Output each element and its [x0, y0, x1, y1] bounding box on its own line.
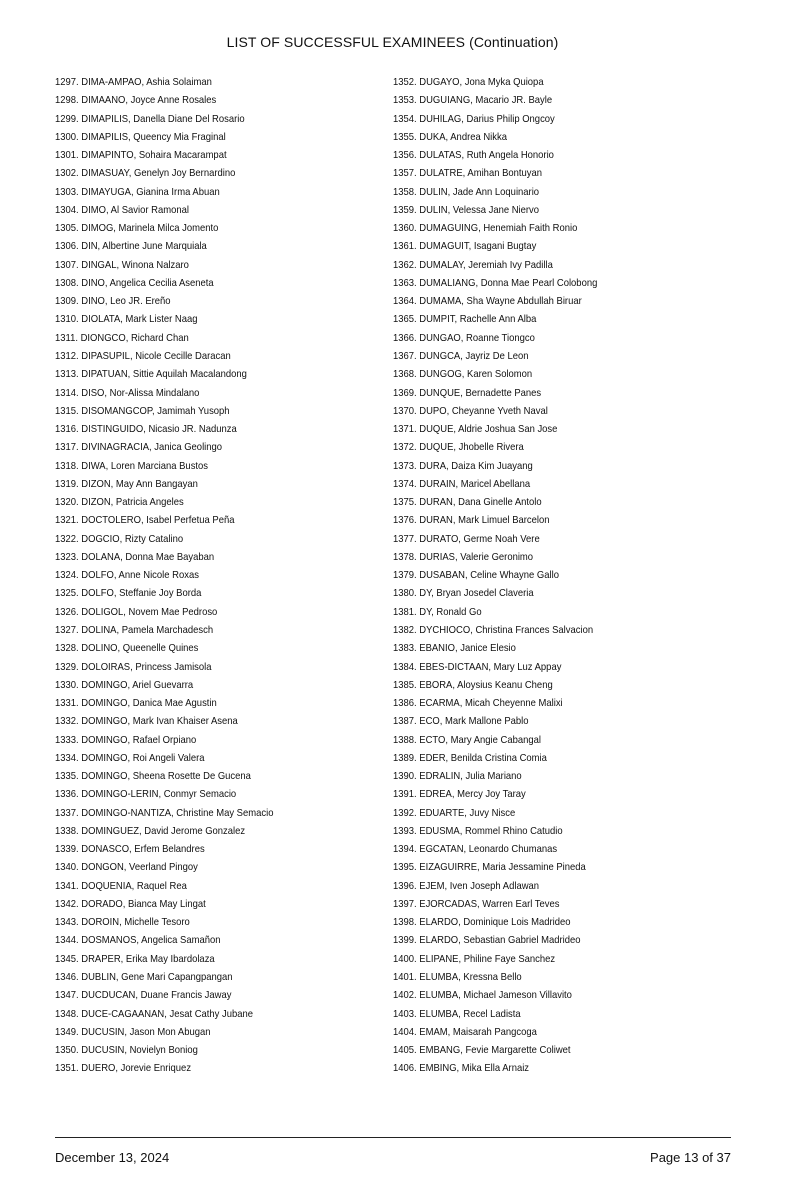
- examinee-entry: 1377. DURATO, Germe Noah Vere: [393, 532, 540, 545]
- examinee-entry: 1361. DUMAGUIT, Isagani Bugtay: [393, 240, 537, 253]
- examinee-entry: 1370. DUPO, Cheyanne Yveth Naval: [393, 404, 548, 417]
- examinee-entry: 1324. DOLFO, Anne Nicole Roxas: [55, 569, 199, 582]
- examinee-entry: 1362. DUMALAY, Jeremiah Ivy Padilla: [393, 258, 553, 271]
- examinee-entry: 1325. DOLFO, Steffanie Joy Borda: [55, 587, 202, 600]
- examinee-entry: 1367. DUNGCA, Jayriz De Leon: [393, 349, 529, 362]
- examinee-entry: 1389. EDER, Benilda Cristina Comia: [393, 751, 547, 764]
- examinee-entry: 1359. DULIN, Velessa Jane Niervo: [393, 203, 540, 216]
- examinee-entry: 1385. EBORA, Aloysius Keanu Cheng: [393, 678, 553, 691]
- examinee-entry: 1306. DIN, Albertine June Marquiala: [55, 240, 207, 253]
- examinee-entry: 1323. DOLANA, Donna Mae Bayaban: [55, 550, 215, 563]
- examinee-entry: 1405. EMBANG, Fevie Margarette Coliwet: [393, 1044, 571, 1057]
- examinee-entry: 1356. DULATAS, Ruth Angela Honorio: [393, 149, 554, 162]
- examinee-entry: 1372. DUQUE, Jhobelle Rivera: [393, 441, 524, 454]
- examinee-entry: 1345. DRAPER, Erika May Ibardolaza: [55, 952, 215, 965]
- examinee-entry: 1309. DINO, Leo JR. Ereño: [55, 295, 171, 308]
- examinee-entry: 1358. DULIN, Jade Ann Loquinario: [393, 185, 540, 198]
- examinee-entry: 1397. EJORCADAS, Warren Earl Teves: [393, 897, 560, 910]
- examinee-entry: 1304. DIMO, Al Savior Ramonal: [55, 203, 189, 216]
- examinee-entry: 1400. ELIPANE, Philine Faye Sanchez: [393, 952, 556, 965]
- examinee-entry: 1308. DINO, Angelica Cecilia Aseneta: [55, 276, 214, 289]
- examinee-entry: 1328. DOLINO, Queenelle Quines: [55, 642, 199, 655]
- examinee-entry: 1311. DIONGCO, Richard Chan: [55, 331, 189, 344]
- examinee-entry: 1387. ECO, Mark Mallone Pablo: [393, 715, 529, 728]
- examinee-entry: 1305. DIMOG, Marinela Milca Jomento: [55, 222, 219, 235]
- examinee-entry: 1340. DONGON, Veerland Pingoy: [55, 861, 198, 874]
- examinee-entry: 1322. DOGCIO, Rizty Catalino: [55, 532, 184, 545]
- examinee-entry: 1332. DOMINGO, Mark Ivan Khaiser Asena: [55, 715, 238, 728]
- examinee-entry: 1374. DURAIN, Maricel Abellana: [393, 477, 531, 490]
- examinee-entry: 1338. DOMINGUEZ, David Jerome Gonzalez: [55, 824, 246, 837]
- examinee-entry: 1393. EDUSMA, Rommel Rhino Catudio: [393, 824, 563, 837]
- examinee-entry: 1298. DIMAANO, Joyce Anne Rosales: [55, 94, 217, 107]
- examinee-entry: 1364. DUMAMA, Sha Wayne Abdullah Biruar: [393, 295, 582, 308]
- examinee-entry: 1401. ELUMBA, Kressna Bello: [393, 971, 522, 984]
- examinee-entry: 1334. DOMINGO, Roi Angeli Valera: [55, 751, 205, 764]
- examinee-entry: 1403. ELUMBA, Recel Ladista: [393, 1007, 521, 1020]
- footer-date: December 13, 2024: [55, 1150, 170, 1165]
- examinee-list-left: [55, 73, 385, 1078]
- examinee-entry: 1379. DUSABAN, Celine Whayne Gallo: [393, 569, 559, 582]
- examinee-entry: 1330. DOMINGO, Ariel Guevarra: [55, 678, 194, 691]
- examinee-entry: 1329. DOLOIRAS, Princess Jamisola: [55, 660, 212, 673]
- examinee-entry: 1382. DYCHIOCO, Christina Frances Salvacion: [393, 623, 594, 636]
- examinee-entry: 1321. DOCTOLERO, Isabel Perfetua Peña: [55, 514, 235, 527]
- examinee-entry: 1343. DOROIN, Michelle Tesoro: [55, 916, 190, 929]
- examinee-entry: 1341. DOQUENIA, Raquel Rea: [55, 879, 187, 892]
- examinee-entry: 1396. EJEM, Iven Joseph Adlawan: [393, 879, 540, 892]
- examinee-entry: 1326. DOLIGOL, Novem Mae Pedroso: [55, 605, 218, 618]
- examinee-entry: 1354. DUHILAG, Darius Philip Ongcoy: [393, 112, 555, 125]
- examinee-entry: 1318. DIWA, Loren Marciana Bustos: [55, 459, 209, 472]
- footer-divider: [55, 1137, 731, 1138]
- examinee-entry: 1301. DIMAPINTO, Sohaira Macarampat: [55, 149, 227, 162]
- examinee-entry: 1369. DUNQUE, Bernadette Panes: [393, 386, 542, 399]
- examinee-entry: 1302. DIMASUAY, Genelyn Joy Bernardino: [55, 167, 236, 180]
- examinee-entry: 1312. DIPASUPIL, Nicole Cecille Daracan: [55, 349, 231, 362]
- examinee-entry: 1350. DUCUSIN, Novielyn Boniog: [55, 1044, 198, 1057]
- examinee-entry: 1349. DUCUSIN, Jason Mon Abugan: [55, 1025, 211, 1038]
- examinee-entry: 1351. DUERO, Jorevie Enriquez: [55, 1062, 192, 1075]
- examinee-entry: 1381. DY, Ronald Go: [393, 605, 482, 618]
- examinee-entry: 1355. DUKA, Andrea Nikka: [393, 130, 507, 143]
- examinee-entry: 1348. DUCE-CAGAANAN, Jesat Cathy Jubane: [55, 1007, 254, 1020]
- examinee-entry: 1317. DIVINAGRACIA, Janica Geolingo: [55, 441, 223, 454]
- examinee-entry: 1344. DOSMANOS, Angelica Samañon: [55, 934, 221, 947]
- examinee-entry: 1315. DISOMANGCOP, Jamimah Yusoph: [55, 404, 230, 417]
- examinee-entry: 1394. EGCATAN, Leonardo Chumanas: [393, 843, 558, 856]
- examinee-entry: 1316. DISTINGUIDO, Nicasio JR. Nadunza: [55, 423, 237, 436]
- examinee-entry: 1303. DIMAYUGA, Gianina Irma Abuan: [55, 185, 220, 198]
- examinee-entry: 1357. DULATRE, Amihan Bontuyan: [393, 167, 543, 180]
- examinee-entry: 1373. DURA, Daiza Kim Juayang: [393, 459, 533, 472]
- examinee-entry: 1327. DOLINA, Pamela Marchadesch: [55, 623, 214, 636]
- examinee-entry: 1402. ELUMBA, Michael Jameson Villavito: [393, 989, 572, 1002]
- examinee-entry: 1352. DUGAYO, Jona Myka Quiopa: [393, 76, 544, 88]
- examinee-entry: 1371. DUQUE, Aldrie Joshua San Jose: [393, 423, 558, 436]
- examinee-entry: 1320. DIZON, Patricia Angeles: [55, 496, 184, 509]
- examinee-entry: 1363. DUMALIANG, Donna Mae Pearl Colobong: [393, 276, 598, 289]
- examinee-entry: 1336. DOMINGO-LERIN, Conmyr Semacio: [55, 788, 237, 801]
- examinee-entry: 1391. EDREA, Mercy Joy Taray: [393, 788, 526, 801]
- examinee-entry: 1380. DY, Bryan Josedel Claveria: [393, 587, 534, 600]
- examinee-entry: 1346. DUBLIN, Gene Mari Capangpangan: [55, 971, 233, 984]
- examinee-entry: 1337. DOMINGO-NANTIZA, Christine May Semacio: [55, 806, 274, 819]
- examinee-entry: 1299. DIMAPILIS, Danella Diane Del Rosario: [55, 112, 245, 125]
- examinee-entry: 1313. DIPATUAN, Sittie Aquilah Macalandong: [55, 368, 247, 381]
- examinee-entry: 1342. DORADO, Bianca May Lingat: [55, 897, 206, 910]
- examinee-entry: 1390. EDRALIN, Julia Mariano: [393, 770, 522, 783]
- examinee-entry: 1386. ECARMA, Micah Cheyenne Malixi: [393, 697, 563, 710]
- examinee-entry: 1333. DOMINGO, Rafael Orpiano: [55, 733, 197, 746]
- examinee-entry: 1339. DONASCO, Erfem Belandres: [55, 843, 205, 856]
- examinee-entry: 1366. DUNGAO, Roanne Tiongco: [393, 331, 535, 344]
- examinee-entry: 1395. EIZAGUIRRE, Maria Jessamine Pineda: [393, 861, 586, 874]
- examinee-entry: 1319. DIZON, May Ann Bangayan: [55, 477, 198, 490]
- examinee-entry: 1404. EMAM, Maisarah Pangcoga: [393, 1025, 537, 1038]
- examinee-entry: 1375. DURAN, Dana Ginelle Antolo: [393, 496, 542, 509]
- examinee-entry: 1353. DUGUIANG, Macario JR. Bayle: [393, 94, 553, 107]
- examinee-entry: 1335. DOMINGO, Sheena Rosette De Gucena: [55, 770, 251, 783]
- examinee-entry: 1300. DIMAPILIS, Queency Mia Fraginal: [55, 130, 226, 143]
- page-title: LIST OF SUCCESSFUL EXAMINEES (Continuation): [226, 34, 559, 50]
- examinee-entry: 1384. EBES-DICTAAN, Mary Luz Appay: [393, 660, 562, 673]
- examinee-entry: 1392. EDUARTE, Juvy Nisce: [393, 806, 516, 819]
- examinee-entry: 1398. ELARDO, Dominique Lois Madrideo: [393, 916, 571, 929]
- examinee-entry: 1310. DIOLATA, Mark Lister Naag: [55, 313, 198, 326]
- examinee-entry: 1368. DUNGOG, Karen Solomon: [393, 368, 533, 381]
- examinee-entry: 1383. EBANIO, Janice Elesio: [393, 642, 516, 655]
- examinee-entry: 1331. DOMINGO, Danica Mae Agustin: [55, 697, 217, 710]
- examinee-entry: 1365. DUMPIT, Rachelle Ann Alba: [393, 313, 537, 326]
- examinee-entry: 1347. DUCDUCAN, Duane Francis Jaway: [55, 989, 232, 1002]
- examinee-entry: 1360. DUMAGUING, Henemiah Faith Ronio: [393, 222, 578, 235]
- examinee-list-right: [393, 73, 743, 1078]
- footer-page-number: Page 13 of 37: [650, 1150, 731, 1165]
- examinee-entry: 1378. DURIAS, Valerie Geronimo: [393, 550, 534, 563]
- examinee-entry: 1307. DINGAL, Winona Nalzaro: [55, 258, 189, 271]
- examinee-entry: 1406. EMBING, Mika Ella Arnaiz: [393, 1062, 530, 1075]
- examinee-entry: 1388. ECTO, Mary Angie Cabangal: [393, 733, 541, 746]
- examinee-entry: 1297. DIMA-AMPAO, Ashia Solaiman: [55, 76, 212, 88]
- examinee-entry: 1399. ELARDO, Sebastian Gabriel Madrideo: [393, 934, 581, 947]
- examinee-entry: 1376. DURAN, Mark Limuel Barcelon: [393, 514, 550, 527]
- examinee-entry: 1314. DISO, Nor-Alissa Mindalano: [55, 386, 200, 399]
